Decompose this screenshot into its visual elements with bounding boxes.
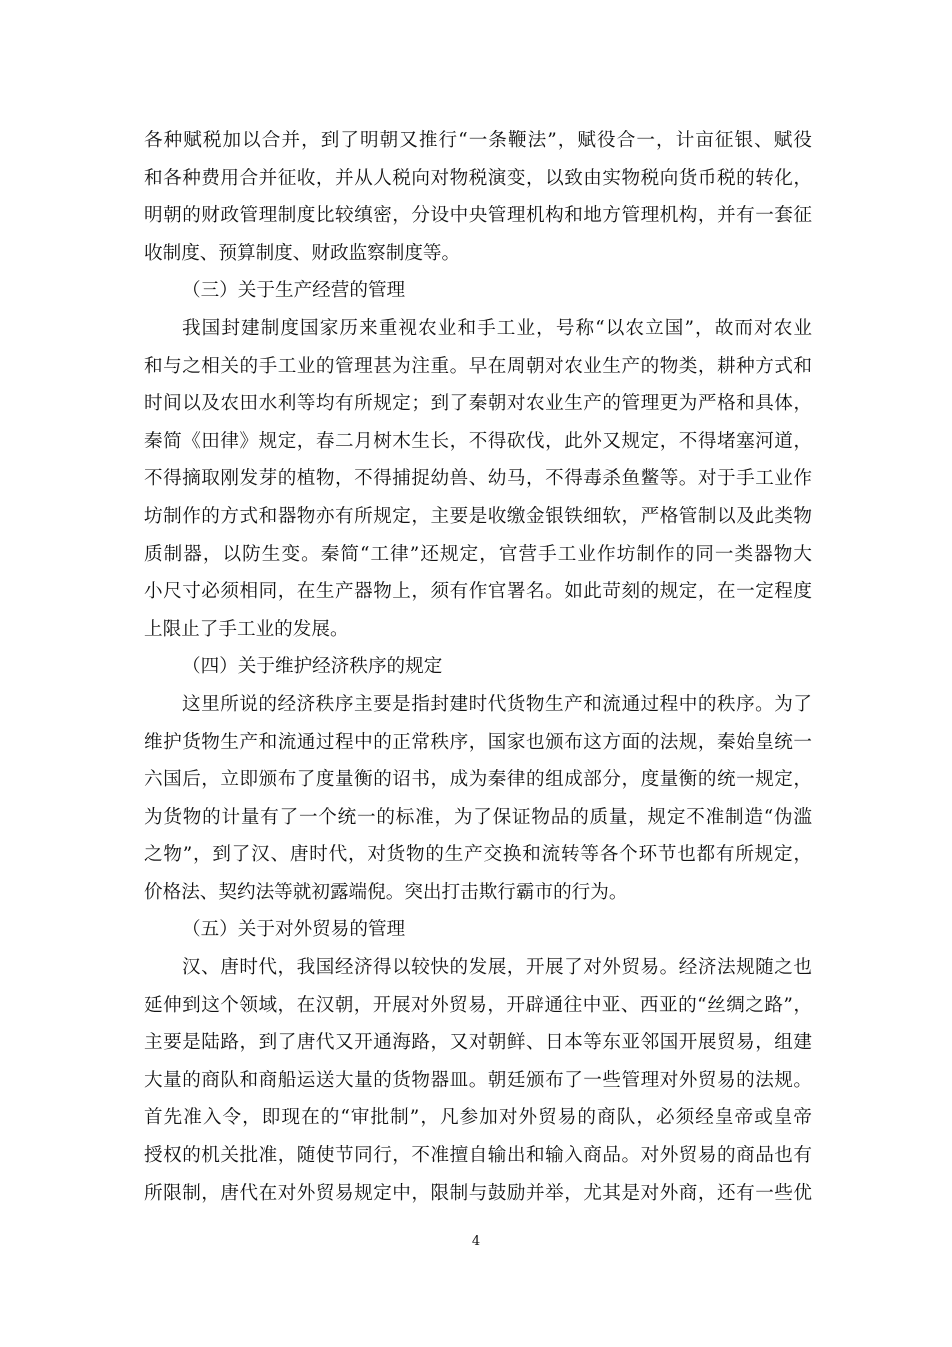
text-line: 主要是陆路，到了唐代又开通海路，又对朝鲜、日本等东亚邻国开展贸易，组建 (144, 1032, 812, 1054)
text-line: 秦简《田律》规定，春二月树木生长，不得砍伐，此外又规定，不得堵塞河道， (144, 430, 812, 452)
text-line: 六国后，立即颁布了度量衡的诏书，成为秦律的组成部分，度量衡的统一规定， (144, 769, 812, 791)
text-line: 大量的商队和商船运送大量的货物器皿。朝廷颁布了一些管理对外贸易的法规。 (144, 1069, 812, 1091)
text-line: 和与之相关的手工业的管理甚为注重。早在周朝对农业生产的物类，耕种方式和 (144, 355, 812, 377)
text-line: 汉、唐时代，我国经济得以较快的发展，开展了对外贸易。经济法规随之也 (182, 957, 812, 979)
text-line: 授权的机关批准，随使节同行，不准擅自输出和输入商品。对外贸易的商品也有 (144, 1145, 812, 1167)
text-line: 为货物的计量有了一个统一的标准，为了保证物品的质量，规定不准制造“伪滥 (144, 806, 812, 828)
text-line: 上限止了手工业的发展。 (144, 618, 349, 640)
text-line: 收制度、预算制度、财政监察制度等。 (144, 242, 461, 264)
text-line: 之物”，到了汉、唐时代，对货物的生产交换和流转等各个环节也都有所规定， (144, 844, 812, 866)
section-heading: （四）关于维护经济秩序的规定 (182, 656, 443, 678)
section-heading: （五）关于对外贸易的管理 (182, 919, 406, 941)
document-body (144, 122, 812, 1212)
text-line: 延伸到这个领域，在汉朝，开展对外贸易，开辟通往中亚、西亚的“丝绸之路”， (144, 994, 812, 1016)
text-line: 这里所说的经济秩序主要是指封建时代货物生产和流通过程中的秩序。为了 (182, 693, 812, 715)
text-line: 时间以及农田水利等均有所规定；到了秦朝对农业生产的管理更为严格和具体， (144, 393, 812, 415)
text-line: 价格法、契约法等就初露端倪。突出打击欺行霸市的行为。 (144, 881, 628, 903)
text-line: 明朝的财政管理制度比较缜密，分设中央管理机构和地方管理机构，并有一套征 (144, 205, 812, 227)
page-number: 4 (471, 1234, 481, 1249)
text-line: 坊制作的方式和器物亦有所规定，主要是收缴金银铁细软，严格管制以及此类物 (144, 505, 812, 527)
text-line: 维护货物生产和流通过程中的正常秩序，国家也颁布这方面的法规，秦始皇统一 (144, 731, 812, 753)
text-line: 首先准入令，即现在的“审批制”，凡参加对外贸易的商队，必须经皇帝或皇帝 (144, 1107, 812, 1129)
text-line: 质制器，以防生变。秦简“工律”还规定，官营手工业作坊制作的同一类器物大 (144, 543, 812, 565)
text-line: 所限制，唐代在对外贸易规定中，限制与鼓励并举，尤其是对外商，还有一些优 (144, 1182, 812, 1204)
text-line: 和各种费用合并征收，并从人税向对物税演变，以致由实物税向货币税的转化， (144, 167, 812, 189)
text-line: 各种赋税加以合并，到了明朝又推行“一条鞭法”，赋役合一，计亩征银、赋役 (144, 130, 812, 151)
text-line: 我国封建制度国家历来重视农业和手工业，号称“以农立国”，故而对农业 (182, 317, 812, 339)
text-line: 小尺寸必须相同，在生产器物上，须有作官署名。如此苛刻的规定，在一定程度 (144, 581, 812, 603)
text-line: 不得摘取刚发芽的植物，不得捕捉幼兽、幼马，不得毒杀鱼鳖等。对于手工业作 (144, 468, 812, 490)
section-heading: （三）关于生产经营的管理 (182, 280, 406, 302)
